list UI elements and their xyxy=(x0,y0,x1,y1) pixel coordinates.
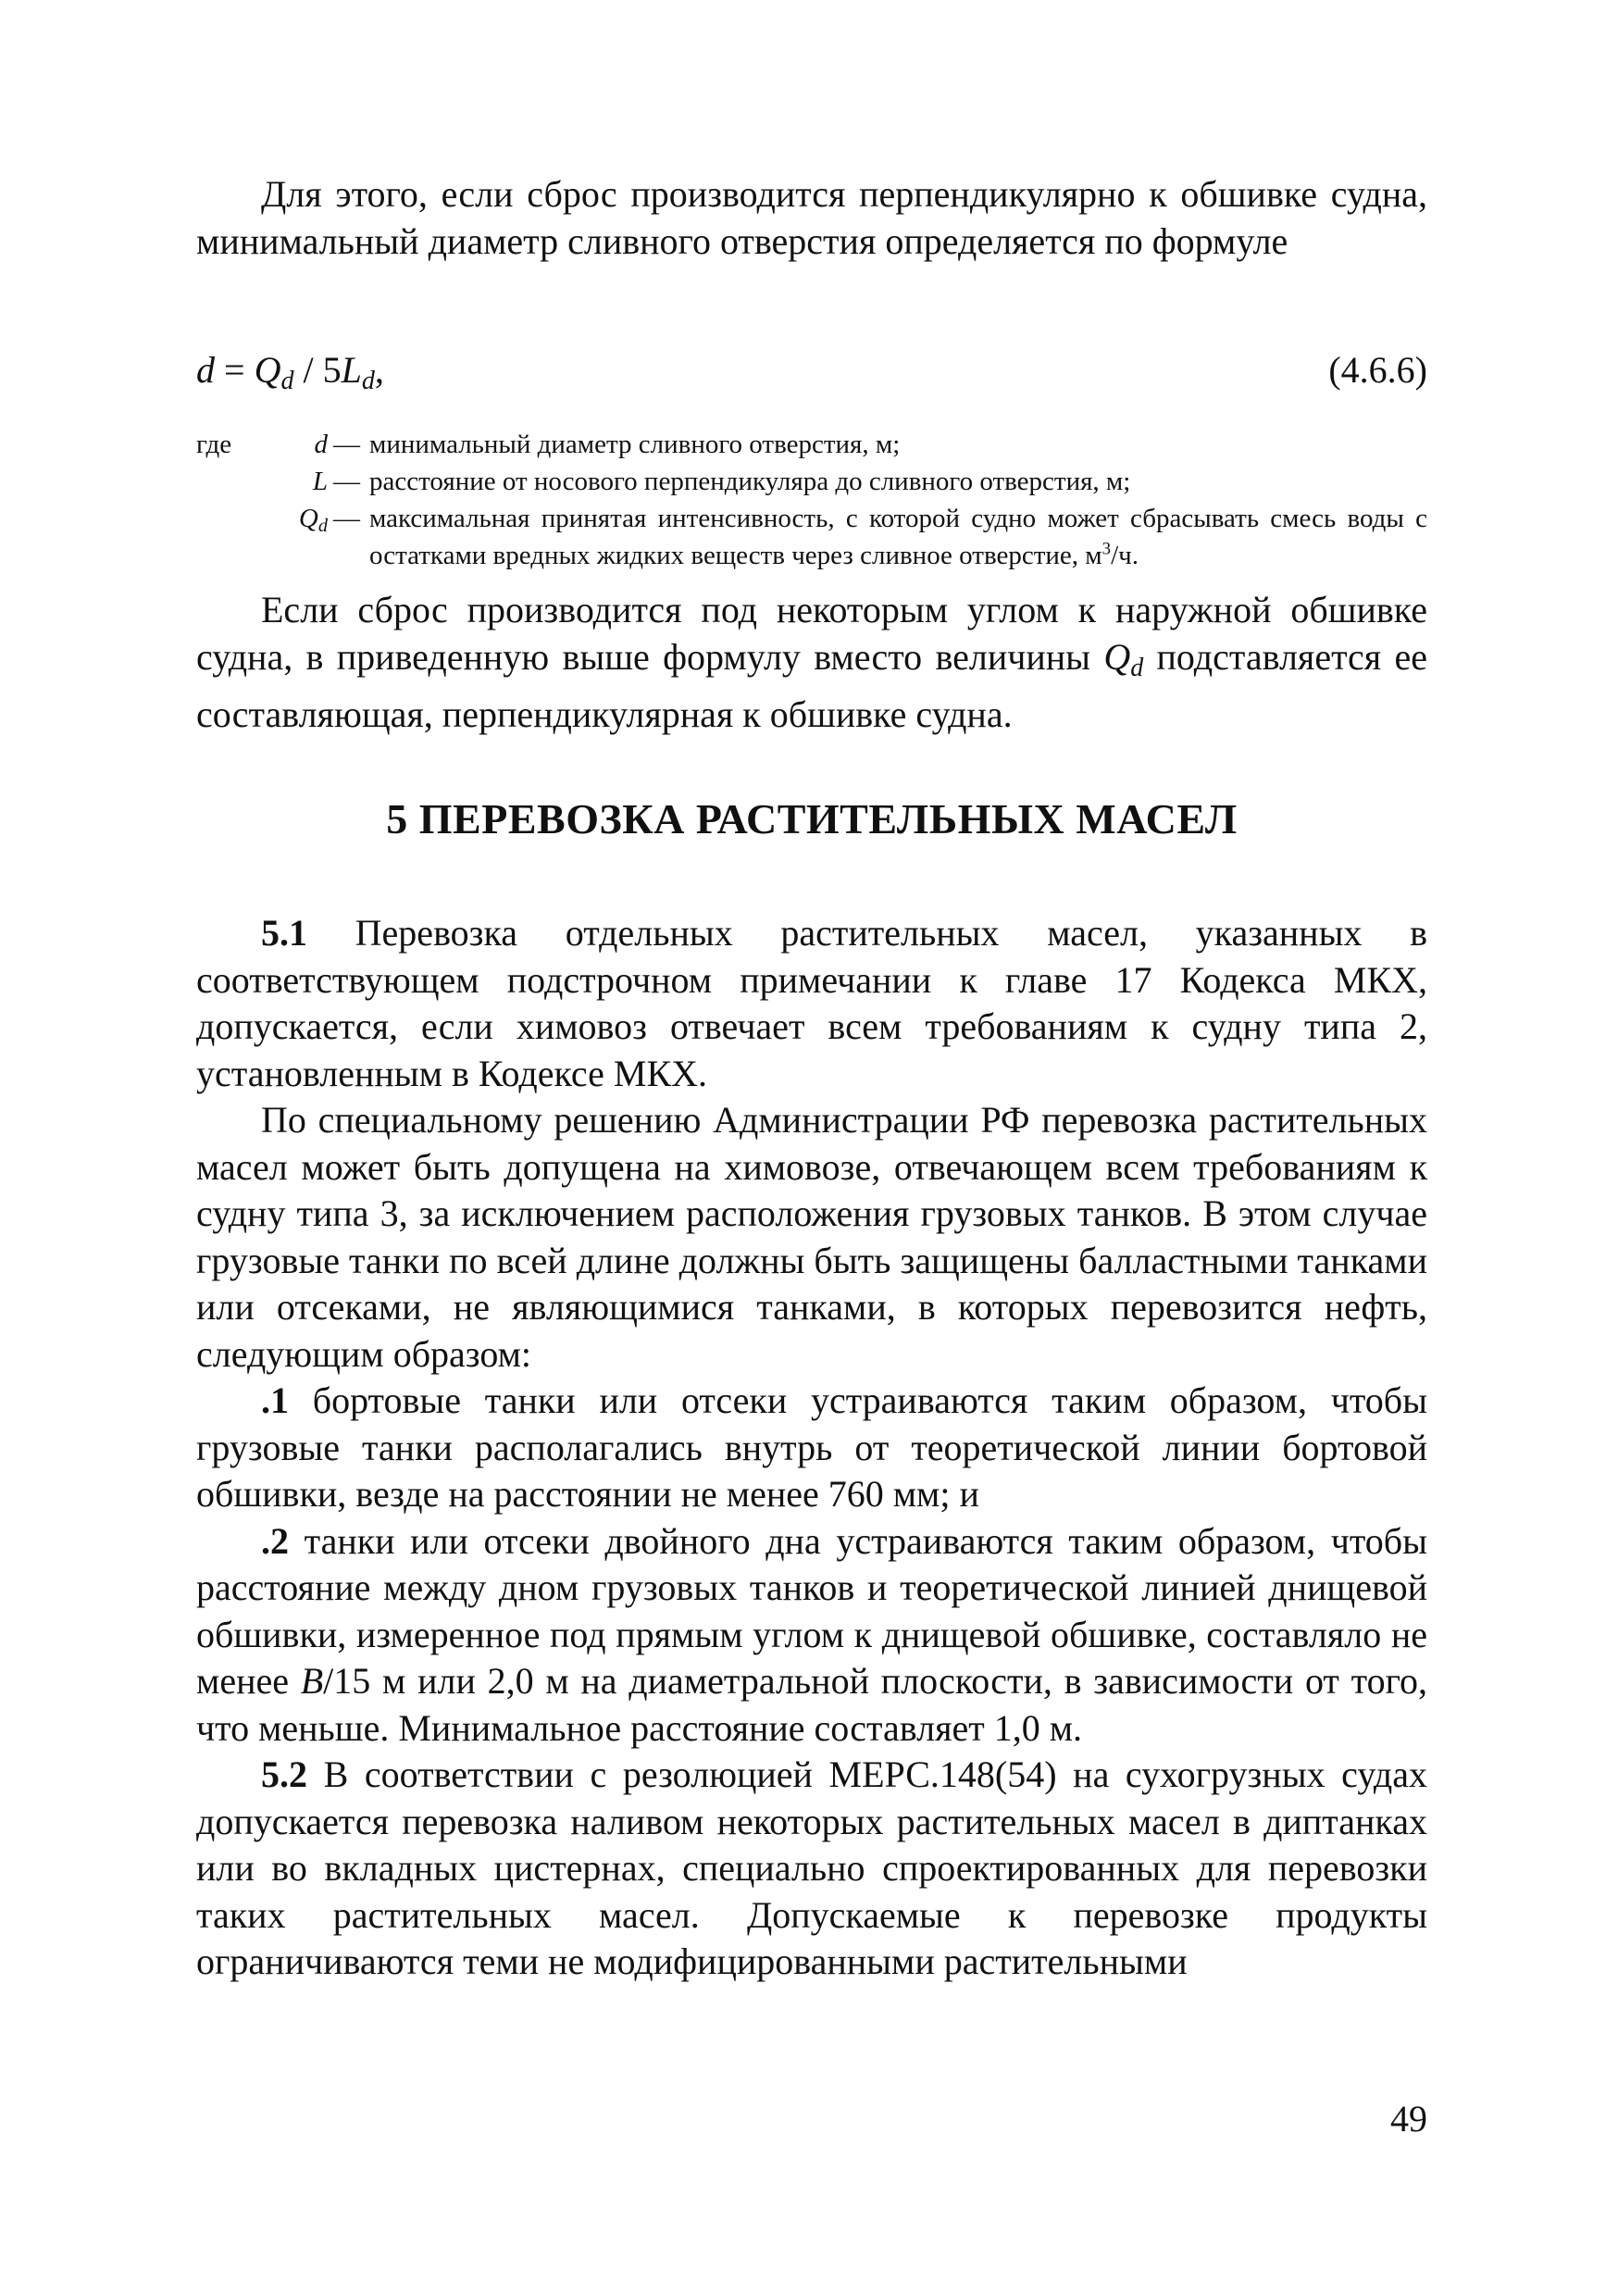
formula-row xyxy=(196,347,1427,393)
where-list xyxy=(196,426,1427,574)
paragraph-administration: По специальному решению Администрации РФ перевозка растительных масел может быть допущена на химовозе, отвечающем всем требованиям к судну типа 3, за исключением расположения грузовых танков. В этом случае грузовые танки по всей длине должны быть защищены балластными танками или отсеками, не являющимися танками, в которых перевозится нефть, следующим образом: xyxy=(196,1099,1427,1375)
where-symbol: L xyxy=(312,467,328,496)
intro-block xyxy=(196,171,1427,265)
formula: $d = Q_d / 5L_d$, xyxy=(196,349,384,395)
where-description: расстояние от носового перпендикуляра до сливного отверстия, м; xyxy=(369,467,1131,496)
where-item-l xyxy=(196,463,1427,500)
where-item-d xyxy=(196,426,1427,463)
where-dash: — xyxy=(333,504,360,533)
where-description: максимальная принятая интенсивность, с которой судно может сбрасывать смесь воды с остатками вредных жидких веществ через сливное отверстие, $м^3/ч$. xyxy=(369,504,1427,570)
paragraph-2-block xyxy=(196,587,1427,739)
paragraph-5-2: 5.2 В соответствии с резолюцией МЕРС.148(54) на сухогрузных судах допускается перевозка наливом некоторых растительных масел в диптанках или во вкладных цистернах, специально спроектированных для перевозки таких растительных масел. Допускаемые к перевозке продукты ограничиваются теми не модифицированными растительными xyxy=(196,1753,1427,1982)
where-dash: — xyxy=(333,430,360,459)
where-item-qd xyxy=(196,500,1427,574)
list-item-1: .1 бортовые танки или отсеки устраиваются таким образом, чтобы грузовые танки располагались внутрь от теоретической линии бортовой обшивки, везде на расстоянии не менее 760 мм; и xyxy=(196,1379,1427,1515)
where-description: минимальный диаметр сливного отверстия, м; xyxy=(369,430,901,459)
equation-number: (4.6.6) xyxy=(1328,349,1427,391)
paragraph-angle: Если сброс производится под некоторым углом к наружной обшивке судна, в приведенную выше формулу вместо величины $Q_d$ подставляется ее составляющая, перпендикулярная к обшивке судна. xyxy=(196,589,1428,735)
page-number: 49 xyxy=(1390,2098,1427,2140)
section-body xyxy=(196,910,1427,1986)
where-symbol: d xyxy=(314,430,328,459)
paragraph-5-1: 5.1 Перевозка отдельных растительных масел, указанных в соответствующем подстрочном примечании к главе 17 Кодекса МКХ, допускается, если химовоз отвечает всем требованиям к судну типа 2, установленным в Кодексе МКХ. xyxy=(196,912,1427,1094)
list-item-2: .2 танки или отсеки двойного дна устраиваются таким образом, чтобы расстояние между дном грузовых танков и теоретической линией днищевой обшивки, измеренное под прямым углом к днищевой обшивке, составляло не менее B/15 м или 2,0 м на диаметральной плоскости, в зависимости от того, что меньше. Минимальное расстояние составляет 1,0 м. xyxy=(196,1519,1428,1749)
section-heading: 5 ПЕРЕВОЗКА РАСТИТЕЛЬНЫХ МАСЕЛ xyxy=(386,795,1238,842)
where-prefix: где xyxy=(196,430,232,459)
where-dash: — xyxy=(333,467,360,496)
where-symbol: $Q_d$ xyxy=(298,504,328,537)
intro-paragraph: Для этого, если сброс производится перпендикулярно к обшивке судна, минимальный диаметр сливного отверстия определяется по формуле xyxy=(196,173,1427,262)
